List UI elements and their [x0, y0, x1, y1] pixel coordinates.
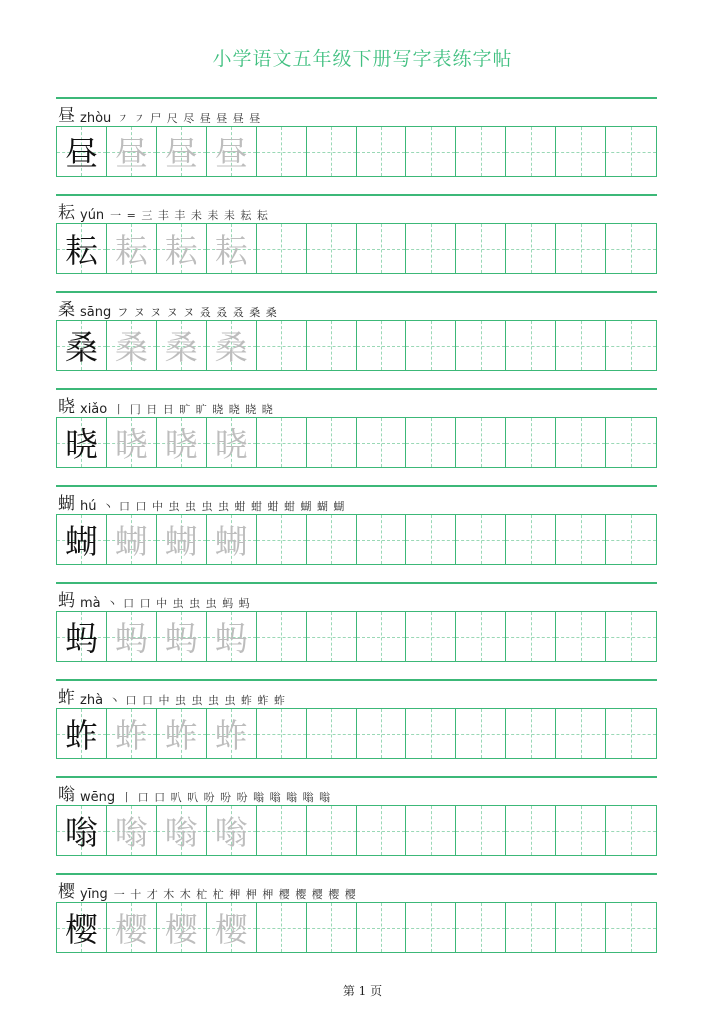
- stroke-order: フ ヌ ヌ ヌ ヌ 叒 叒 叒 桑 桑: [117, 306, 278, 319]
- practice-cell: [456, 515, 506, 564]
- divider-line: [56, 291, 657, 293]
- trace-cell: [107, 806, 157, 855]
- character-header: [58, 395, 274, 417]
- practice-cell: [456, 806, 506, 855]
- practice-cell: [307, 127, 357, 176]
- pinyin-label: wēng: [80, 790, 116, 805]
- trace-character: 蚂: [214, 619, 248, 658]
- trace-cell: [107, 127, 157, 176]
- model-cell: [57, 224, 107, 273]
- practice-cell: [307, 515, 357, 564]
- practice-cell: [506, 418, 556, 467]
- model-character: 蚂: [64, 619, 98, 658]
- trace-cell: [207, 515, 257, 564]
- practice-cell: [357, 321, 407, 370]
- trace-character: 樱: [114, 910, 148, 949]
- writing-grid: [56, 514, 657, 565]
- model-character: 樱: [64, 910, 98, 949]
- stroke-order: 丨 口 口 叭 叭 吩 吩 吩 嗡 嗡 嗡 嗡 嗡: [121, 791, 332, 804]
- practice-cell: [506, 806, 556, 855]
- writing-grid: [56, 126, 657, 177]
- practice-cell: [506, 903, 556, 952]
- practice-cell: [606, 418, 656, 467]
- stroke-order: ㇇ ㇇ 尸 尺 尽 昼 昼 昼 昼: [117, 112, 262, 125]
- character-header: [58, 492, 345, 514]
- model-cell: [57, 321, 107, 370]
- writing-grid: [56, 417, 657, 468]
- practice-cell: [556, 709, 606, 758]
- model-cell: [57, 806, 107, 855]
- practice-cell: [357, 806, 407, 855]
- writing-grid: [56, 708, 657, 759]
- practice-cell: [307, 806, 357, 855]
- trace-character: 樱: [214, 910, 248, 949]
- practice-cell: [506, 709, 556, 758]
- header-character: 嗡: [58, 785, 75, 805]
- practice-cell: [606, 321, 656, 370]
- stroke-order: 一 十 才 木 木 杧 杧 柙 柙 柙 樱 樱 樱 樱 樱: [113, 888, 357, 901]
- character-header: [58, 104, 261, 126]
- practice-cell: [506, 321, 556, 370]
- practice-cell: [406, 127, 456, 176]
- stroke-order: 丨 冂 日 日 旷 旷 晓 晓 晓 晓: [113, 403, 274, 416]
- model-character: 昼: [64, 134, 98, 173]
- practice-cell: [556, 612, 606, 661]
- practice-cell: [357, 515, 407, 564]
- practice-cell: [406, 709, 456, 758]
- practice-cell: [406, 224, 456, 273]
- trace-cell: [207, 224, 257, 273]
- trace-character: 耘: [214, 231, 248, 270]
- writing-grid: [56, 223, 657, 274]
- practice-cell: [406, 612, 456, 661]
- practice-cell: [307, 612, 357, 661]
- divider-line: [56, 679, 657, 681]
- divider-line: [56, 97, 657, 99]
- trace-cell: [207, 903, 257, 952]
- model-cell: [57, 709, 107, 758]
- trace-character: 蚱: [114, 716, 148, 755]
- trace-character: 晓: [114, 425, 148, 464]
- trace-cell: [157, 709, 207, 758]
- trace-cell: [107, 709, 157, 758]
- model-character: 嗡: [64, 813, 98, 852]
- trace-character: 蚱: [164, 716, 198, 755]
- practice-cell: [506, 127, 556, 176]
- practice-cell: [456, 224, 506, 273]
- pinyin-label: mà: [80, 596, 101, 611]
- practice-cell: [406, 515, 456, 564]
- trace-character: 蝴: [214, 522, 248, 561]
- trace-character: 蝴: [114, 522, 148, 561]
- model-character: 耘: [64, 231, 98, 270]
- trace-character: 昼: [164, 134, 198, 173]
- practice-cell: [556, 903, 606, 952]
- practice-cell: [506, 224, 556, 273]
- practice-cell: [456, 418, 506, 467]
- practice-cell: [456, 321, 506, 370]
- practice-cell: [506, 515, 556, 564]
- writing-grid: [56, 320, 657, 371]
- character-header: [58, 298, 278, 320]
- trace-character: 蚂: [114, 619, 148, 658]
- writing-grid: [56, 611, 657, 662]
- trace-cell: [207, 418, 257, 467]
- trace-character: 晓: [164, 425, 198, 464]
- practice-cell: [556, 515, 606, 564]
- practice-cell: [406, 418, 456, 467]
- model-character: 桑: [64, 328, 98, 367]
- trace-cell: [157, 612, 207, 661]
- practice-cell: [307, 418, 357, 467]
- trace-character: 嗡: [214, 813, 248, 852]
- practice-cell: [257, 224, 307, 273]
- header-character: 昼: [58, 106, 75, 126]
- trace-cell: [157, 903, 207, 952]
- character-header: [58, 589, 251, 611]
- practice-cell: [357, 418, 407, 467]
- header-character: 耘: [58, 203, 75, 223]
- trace-character: 耘: [164, 231, 198, 270]
- trace-character: 晓: [214, 425, 248, 464]
- trace-cell: [207, 709, 257, 758]
- practice-cell: [606, 224, 656, 273]
- practice-cell: [307, 709, 357, 758]
- trace-cell: [207, 806, 257, 855]
- practice-cell: [606, 127, 656, 176]
- practice-cell: [506, 612, 556, 661]
- trace-cell: [157, 127, 207, 176]
- trace-cell: [157, 418, 207, 467]
- header-character: 蝴: [58, 494, 75, 514]
- character-header: [58, 783, 331, 805]
- trace-character: 桑: [214, 328, 248, 367]
- trace-cell: [207, 127, 257, 176]
- trace-character: 嗡: [164, 813, 198, 852]
- trace-cell: [207, 321, 257, 370]
- practice-cell: [456, 612, 506, 661]
- character-header: [58, 880, 357, 902]
- practice-cell: [357, 612, 407, 661]
- writing-grid: [56, 902, 657, 953]
- model-cell: [57, 127, 107, 176]
- practice-cell: [456, 127, 506, 176]
- practice-cell: [556, 321, 606, 370]
- trace-cell: [157, 806, 207, 855]
- pinyin-label: zhòu: [80, 111, 112, 126]
- trace-cell: [107, 515, 157, 564]
- pinyin-label: sāng: [80, 305, 112, 320]
- header-character: 桑: [58, 300, 75, 320]
- trace-character: 蚂: [164, 619, 198, 658]
- practice-cell: [357, 709, 407, 758]
- header-character: 樱: [58, 882, 75, 902]
- header-character: 蚱: [58, 688, 75, 708]
- character-header: [58, 201, 269, 223]
- practice-cell: [257, 418, 307, 467]
- trace-character: 蚱: [214, 716, 248, 755]
- pinyin-label: xiǎo: [80, 402, 108, 417]
- stroke-order: 一 = 三 丰 丰 未 耒 耒 耘 耘: [110, 209, 269, 222]
- trace-cell: [157, 224, 207, 273]
- practice-cell: [606, 612, 656, 661]
- model-cell: [57, 418, 107, 467]
- practice-cell: [257, 903, 307, 952]
- practice-cell: [606, 709, 656, 758]
- practice-cell: [606, 515, 656, 564]
- practice-cell: [257, 806, 307, 855]
- trace-character: 桑: [164, 328, 198, 367]
- pinyin-label: zhà: [80, 693, 104, 708]
- trace-cell: [107, 418, 157, 467]
- practice-cell: [456, 903, 506, 952]
- model-cell: [57, 612, 107, 661]
- practice-cell: [307, 903, 357, 952]
- character-header: [58, 686, 286, 708]
- practice-cell: [606, 806, 656, 855]
- model-character: 晓: [64, 425, 98, 464]
- practice-cell: [406, 903, 456, 952]
- practice-cell: [606, 903, 656, 952]
- trace-character: 昼: [214, 134, 248, 173]
- practice-cell: [307, 321, 357, 370]
- practice-cell: [456, 709, 506, 758]
- trace-character: 嗡: [114, 813, 148, 852]
- trace-cell: [207, 612, 257, 661]
- practice-cell: [406, 806, 456, 855]
- trace-cell: [107, 321, 157, 370]
- pinyin-label: yīng: [80, 887, 108, 902]
- practice-cell: [556, 806, 606, 855]
- model-character: 蝴: [64, 522, 98, 561]
- stroke-order: 丶 口 口 中 虫 虫 虫 虫 蚶 蚶 蚶 蚶 蝴 蝴 蝴: [102, 500, 346, 513]
- trace-character: 樱: [164, 910, 198, 949]
- trace-character: 蝴: [164, 522, 198, 561]
- trace-cell: [107, 612, 157, 661]
- stroke-order: 丶 口 口 中 虫 虫 虫 虫 蚱 蚱 蚱: [109, 694, 286, 707]
- practice-cell: [357, 127, 407, 176]
- practice-cell: [357, 903, 407, 952]
- practice-cell: [257, 709, 307, 758]
- pinyin-label: hú: [80, 499, 97, 514]
- trace-cell: [157, 515, 207, 564]
- divider-line: [56, 194, 657, 196]
- model-cell: [57, 903, 107, 952]
- divider-line: [56, 873, 657, 875]
- trace-cell: [107, 903, 157, 952]
- stroke-order: 丶 口 口 中 虫 虫 虫 蚂 蚂: [106, 597, 251, 610]
- divider-line: [56, 776, 657, 778]
- page-title: 小学语文五年级下册写字表练字帖: [212, 48, 513, 70]
- trace-cell: [157, 321, 207, 370]
- practice-cell: [406, 321, 456, 370]
- header-character: 蚂: [58, 591, 75, 611]
- divider-line: [56, 485, 657, 487]
- practice-cell: [307, 224, 357, 273]
- model-cell: [57, 515, 107, 564]
- trace-character: 耘: [114, 231, 148, 270]
- trace-character: 昼: [114, 134, 148, 173]
- practice-cell: [556, 224, 606, 273]
- pinyin-label: yún: [80, 208, 105, 223]
- header-character: 晓: [58, 397, 75, 417]
- divider-line: [56, 582, 657, 584]
- divider-line: [56, 388, 657, 390]
- trace-character: 桑: [114, 328, 148, 367]
- model-character: 蚱: [64, 716, 98, 755]
- practice-cell: [257, 612, 307, 661]
- page-number: 第 1 页: [342, 984, 383, 998]
- practice-cell: [556, 418, 606, 467]
- practice-cell: [357, 224, 407, 273]
- practice-cell: [257, 515, 307, 564]
- practice-cell: [556, 127, 606, 176]
- writing-grid: [56, 805, 657, 856]
- practice-cell: [257, 127, 307, 176]
- trace-cell: [107, 224, 157, 273]
- practice-cell: [257, 321, 307, 370]
